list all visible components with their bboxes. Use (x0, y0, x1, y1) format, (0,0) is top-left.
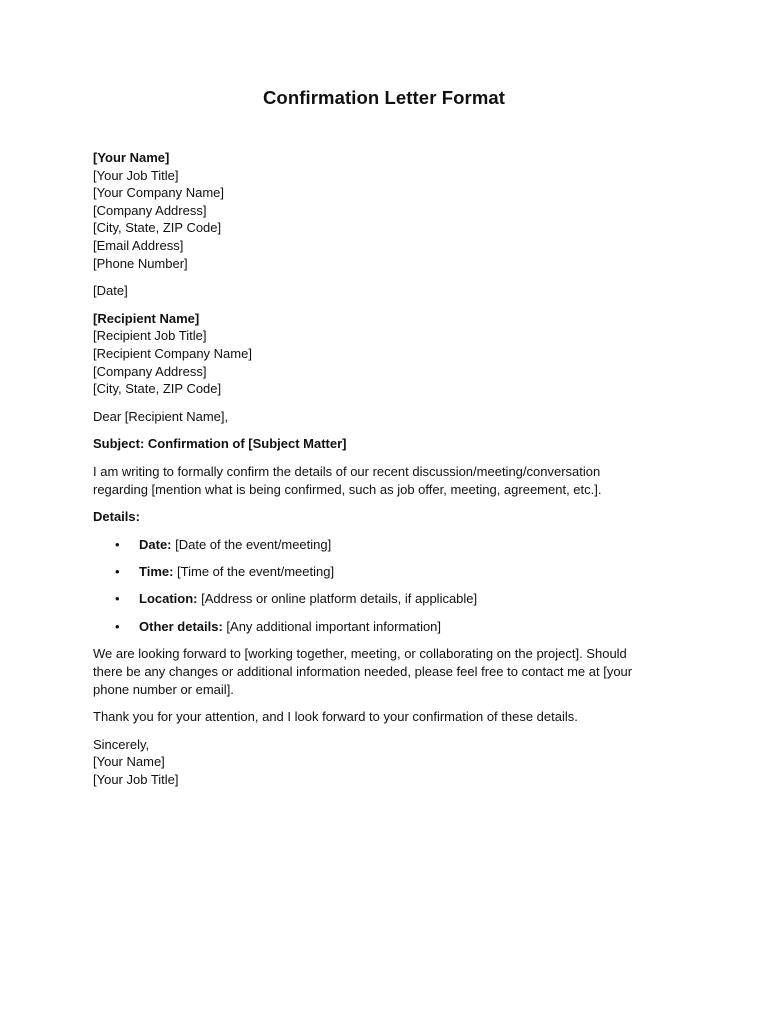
sender-company: [Your Company Name] (93, 185, 225, 201)
bullet-icon: • (115, 564, 120, 580)
signoff-job-title: [Your Job Title] (93, 772, 179, 788)
recipient-block (93, 310, 683, 398)
valediction: Sincerely, (93, 736, 150, 752)
bullet-icon: • (115, 591, 120, 607)
sender-phone: [Phone Number] (93, 255, 188, 271)
recipient-job-title: [Recipient Job Title] (93, 328, 207, 344)
date-block (93, 282, 683, 300)
closing-line: there be any changes or additional information needed, please feel free to contact me at [your (93, 664, 633, 680)
details-value: [Time of the event/meeting] (173, 564, 335, 580)
details-value: [Any additional important information] (222, 618, 442, 634)
sender-block (93, 149, 683, 272)
intro-line: I am writing to formally confirm the details of our recent discussion/meeting/conversation (93, 463, 601, 479)
details-value: [Date of the event/meeting] (171, 536, 332, 552)
details-label: Date: (139, 536, 172, 552)
details-list (93, 536, 683, 636)
letter-body (93, 149, 683, 799)
details-item-location (93, 590, 683, 608)
details-heading: Details: (93, 509, 140, 525)
sender-job-title: [Your Job Title] (93, 167, 179, 183)
sender-email: [Email Address] (93, 237, 184, 253)
signoff-name: [Your Name] (93, 754, 165, 770)
details-item-date (93, 536, 683, 554)
recipient-address: [Company Address] (93, 363, 207, 379)
signoff-block (93, 736, 683, 789)
details-item-time (93, 563, 683, 581)
closing-paragraph (93, 645, 683, 698)
letter-date: [Date] (93, 283, 128, 299)
intro-line: regarding [mention what is being confirmed, such as job offer, meeting, agreement, etc.]. (93, 481, 602, 497)
sender-name: [Your Name] (93, 150, 170, 165)
details-label: Location: (139, 591, 198, 607)
closing-line: We are looking forward to [working together, meeting, or collaborating on the project]. Should (93, 646, 627, 662)
recipient-city-state-zip: [City, State, ZIP Code] (93, 381, 222, 397)
closing-line: phone number or email]. (93, 681, 234, 697)
details-item-other (93, 618, 683, 636)
bullet-icon: • (115, 618, 120, 634)
intro-paragraph (93, 463, 683, 498)
sender-address: [Company Address] (93, 202, 207, 218)
bullet-icon: • (115, 536, 120, 552)
subject-line: Subject: Confirmation of [Subject Matter] (93, 436, 347, 452)
details-label: Time: (139, 564, 174, 580)
details-label: Other details: (139, 618, 223, 634)
sender-city-state-zip: [City, State, ZIP Code] (93, 220, 222, 236)
recipient-company: [Recipient Company Name] (93, 345, 252, 361)
details-value: [Address or online platform details, if applicable] (197, 591, 478, 607)
recipient-name: [Recipient Name] (93, 310, 200, 326)
page-title: Confirmation Letter Format (262, 87, 506, 108)
thanks-paragraph: Thank you for your attention, and I look forward to your confirmation of these details. (93, 709, 578, 725)
salutation: Dear [Recipient Name], (93, 408, 229, 424)
